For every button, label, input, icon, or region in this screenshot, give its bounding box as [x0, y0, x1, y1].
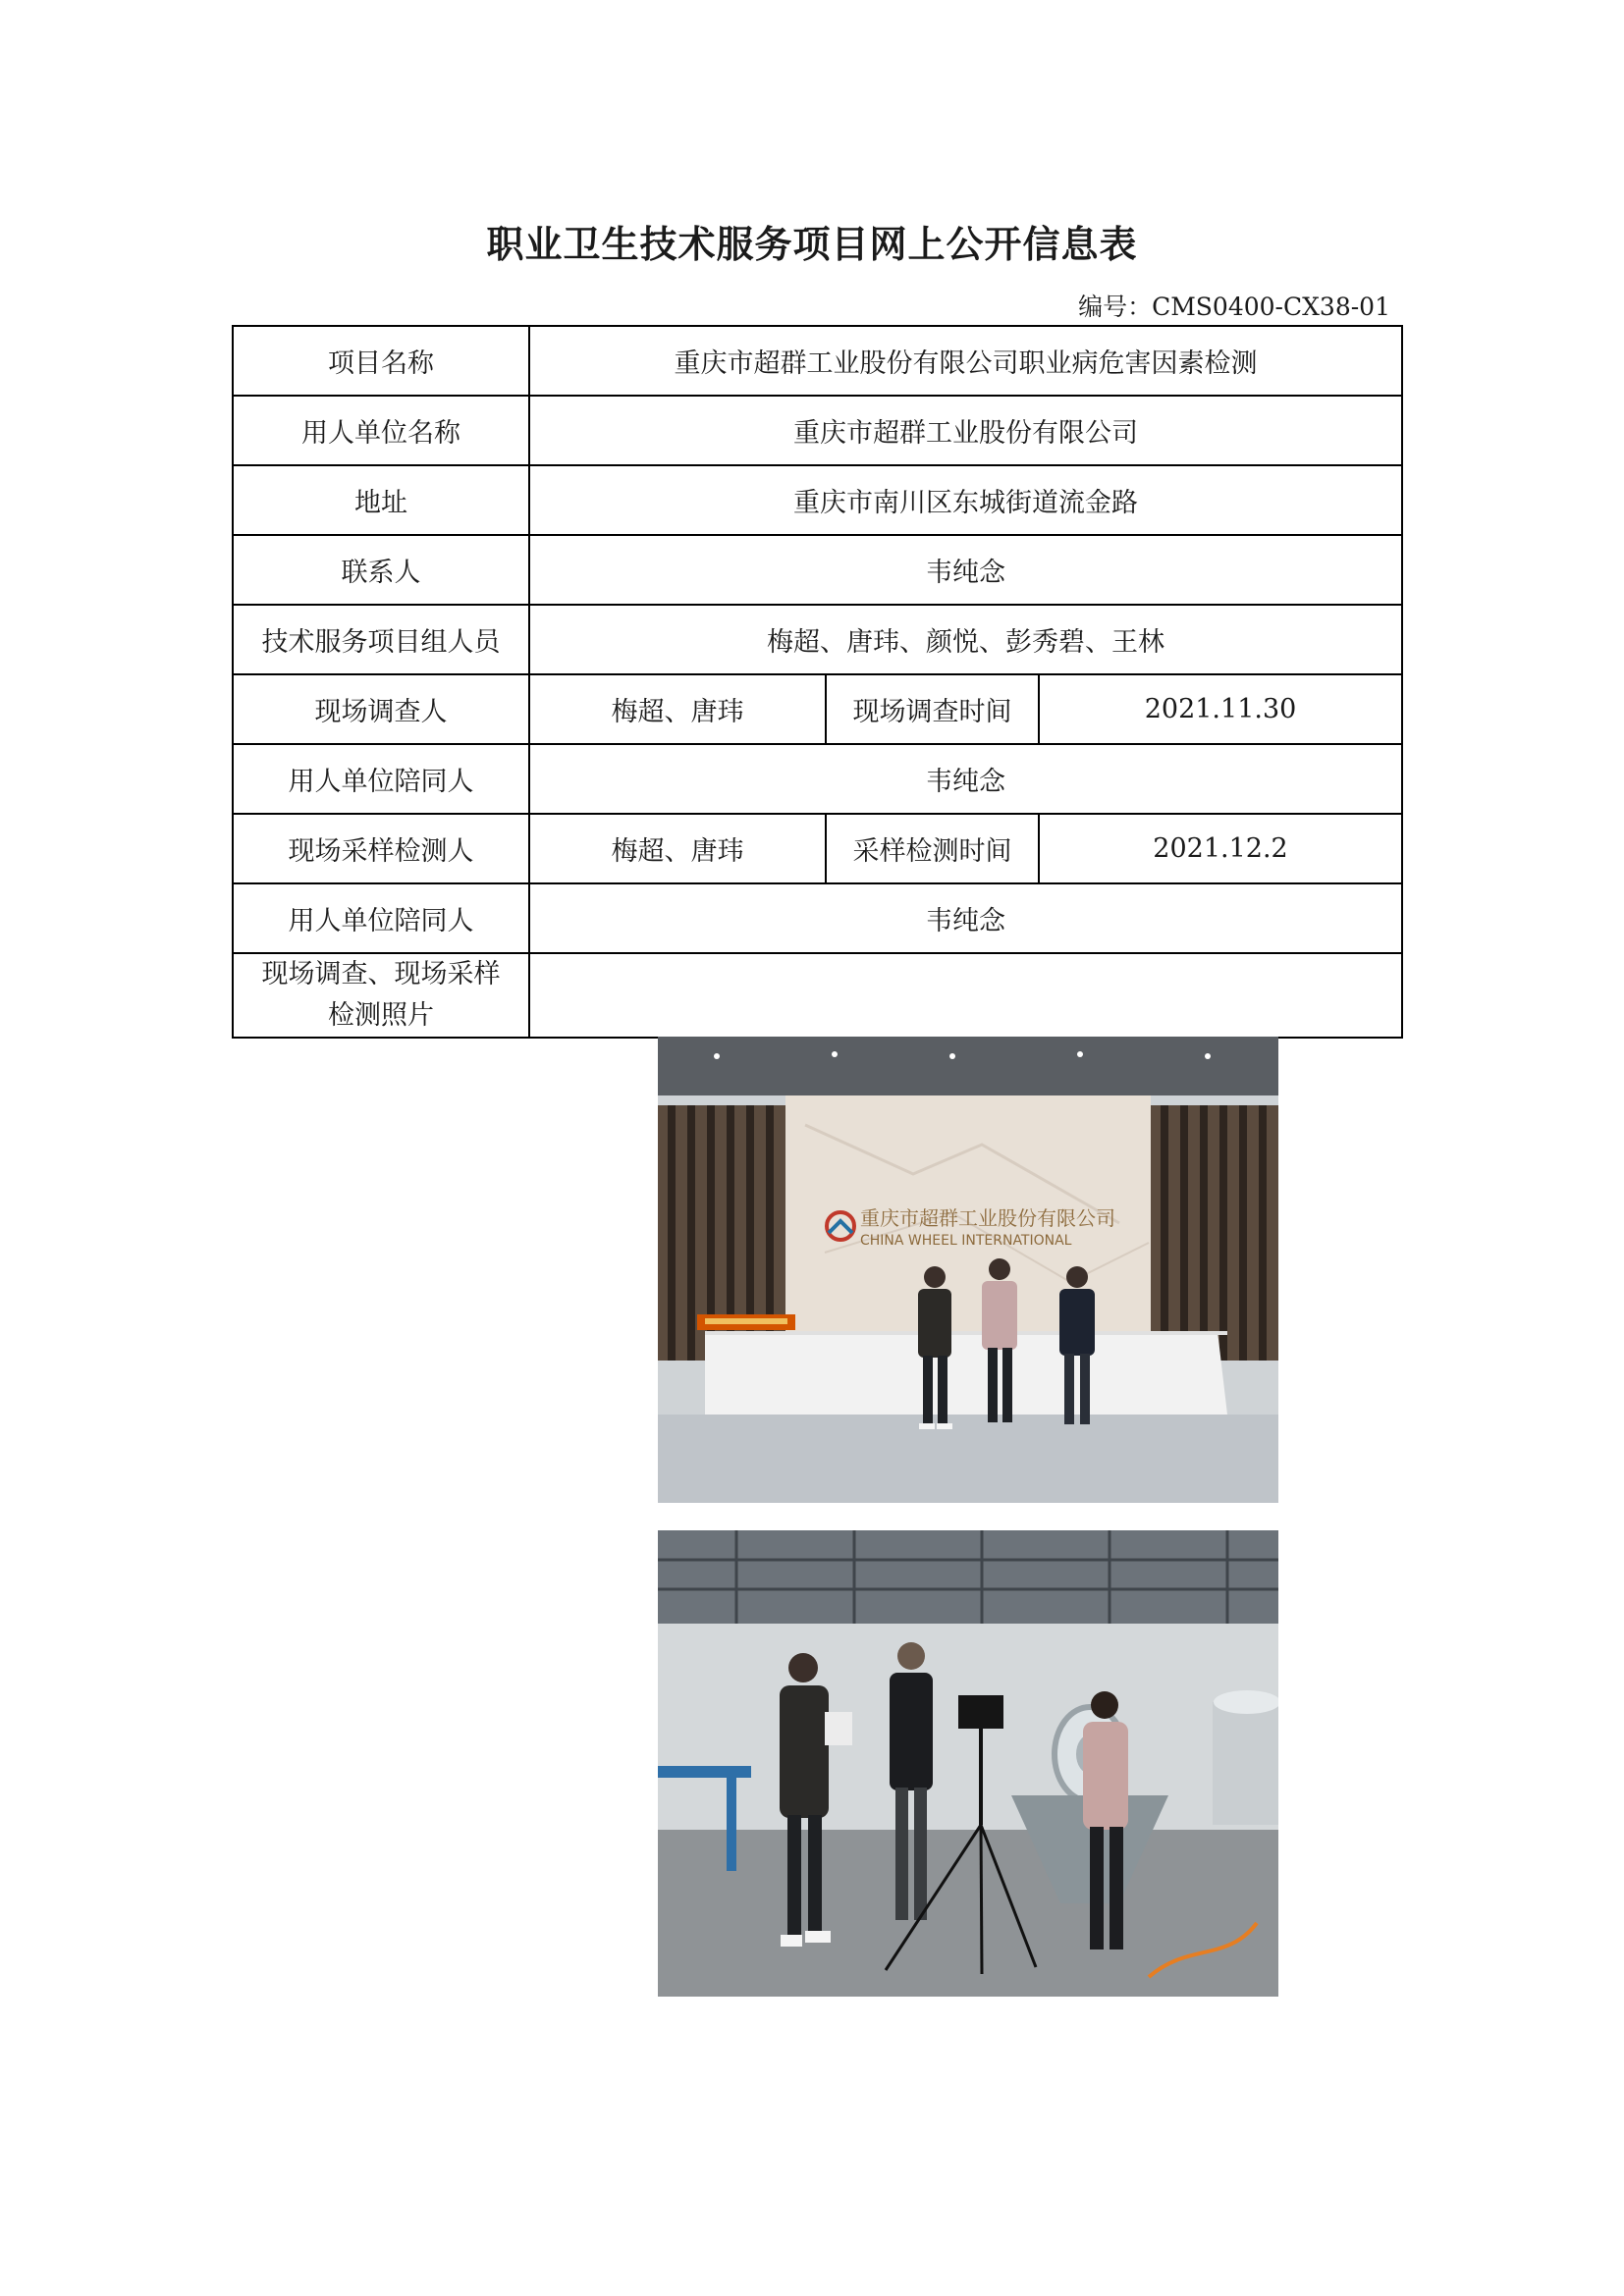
table-row [233, 326, 1402, 396]
table-row [233, 674, 1402, 744]
survey-time-value: 2021.11.30 [1039, 674, 1402, 744]
row-label: 用人单位陪同人 [233, 883, 529, 953]
company-sign-cn: 重庆市超群工业股份有限公司 [860, 1206, 1115, 1230]
info-table [232, 325, 1403, 1249]
lobby-photo [658, 1037, 1278, 1503]
row-label: 项目名称 [233, 326, 529, 396]
table-row [233, 883, 1402, 953]
row-label: 地址 [233, 465, 529, 535]
table-row [233, 605, 1402, 674]
table-row [233, 814, 1402, 883]
survey-escort-value: 韦纯念 [529, 744, 1402, 814]
sampling-time-value: 2021.12.2 [1039, 814, 1402, 883]
photos-label-line2: 检测照片 [328, 1000, 434, 1031]
row-label: 现场调查时间 [826, 674, 1039, 744]
table-row [233, 465, 1402, 535]
row-label: 用人单位陪同人 [233, 744, 529, 814]
sampler-value: 梅超、唐玮 [529, 814, 826, 883]
table-row [233, 396, 1402, 465]
address-value: 重庆市南川区东城街道流金路 [529, 465, 1402, 535]
sampling-escort-value: 韦纯念 [529, 883, 1402, 953]
surveyor-value: 梅超、唐玮 [529, 674, 826, 744]
table-row [233, 744, 1402, 814]
project-name-value: 重庆市超群工业股份有限公司职业病危害因素检测 [529, 326, 1402, 396]
row-label: 现场调查人 [233, 674, 529, 744]
row-label: 联系人 [233, 535, 529, 605]
team-value: 梅超、唐玮、颜悦、彭秀碧、王林 [529, 605, 1402, 674]
workshop-photo [658, 1530, 1278, 1997]
row-label [233, 953, 529, 1038]
page-title: 职业卫生技术服务项目网上公开信息表 [486, 223, 1138, 266]
contact-value: 韦纯念 [529, 535, 1402, 605]
photos-cell [529, 953, 1402, 1249]
company-sign-en: CHINA WHEEL INTERNATIONAL [860, 1233, 1072, 1249]
document-number: 编号：CMS0400-CX38-01 [1078, 293, 1390, 321]
employer-value: 重庆市超群工业股份有限公司 [529, 396, 1402, 465]
photos-label-line1: 现场调查、现场采样 [261, 959, 501, 989]
row-label: 技术服务项目组人员 [233, 605, 529, 674]
row-label: 现场采样检测人 [233, 814, 529, 883]
table-row [233, 953, 1402, 1038]
row-label: 采样检测时间 [826, 814, 1039, 883]
row-label: 用人单位名称 [233, 396, 529, 465]
table-row [233, 535, 1402, 605]
